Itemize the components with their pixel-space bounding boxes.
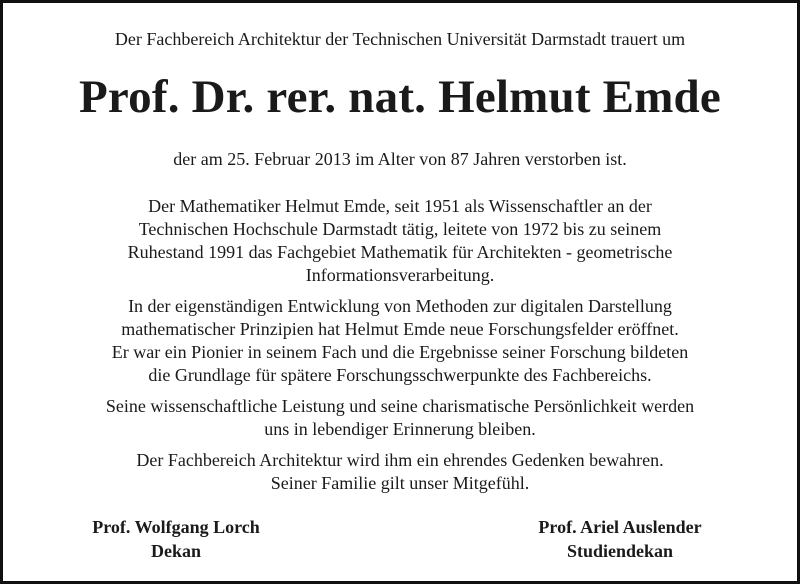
text-line: Ruhestand 1991 das Fachgebiet Mathematik für Architekten - geometrische bbox=[127, 242, 673, 262]
text-line: Der Mathematiker Helmut Emde, seit 1951 als Wissenschaftler an der bbox=[148, 196, 652, 216]
paragraph-career bbox=[23, 195, 777, 287]
text-line: die Grundlage für spätere Forschungsschwerpunkte des Fachbereichs. bbox=[148, 365, 652, 385]
text-line: Informationsverarbeitung. bbox=[305, 265, 495, 285]
text-line: In der eigenständigen Entwicklung von Methoden zur digitalen Darstellung bbox=[128, 296, 672, 316]
text-line: Er war ein Pionier in seinem Fach und die Ergebnisse seiner Forschung bildeten bbox=[111, 342, 689, 362]
text-line: Der Fachbereich Architektur wird ihm ein ehrendes Gedenken bewahren. bbox=[136, 450, 664, 470]
signature-dean bbox=[56, 515, 296, 563]
text-line: Seiner Familie gilt unser Mitgefühl. bbox=[270, 473, 530, 493]
paragraph-legacy bbox=[23, 395, 777, 441]
signatory-name: Prof. Ariel Auslender bbox=[538, 517, 702, 537]
text-line: mathematischer Prinzipien hat Helmut Emde neue Forschungsfelder eröffnet. bbox=[121, 319, 679, 339]
text-line: Technischen Hochschule Darmstadt tätig, leitete von 1972 bis zu seinem bbox=[138, 219, 662, 239]
death-date-line: der am 25. Februar 2013 im Alter von 87 Jahren verstorben ist. bbox=[173, 149, 627, 169]
deceased-name: Prof. Dr. rer. nat. Helmut Emde bbox=[79, 71, 721, 123]
paragraph-condolence bbox=[23, 449, 777, 495]
signature-study-dean bbox=[500, 515, 740, 563]
signatory-role: Dekan bbox=[150, 541, 201, 561]
paragraph-research bbox=[23, 295, 777, 387]
intro-line: Der Fachbereich Architektur der Technischen Universität Darmstadt trauert um bbox=[114, 29, 686, 49]
signatory-name: Prof. Wolfgang Lorch bbox=[92, 517, 260, 537]
text-line: Seine wissenschaftliche Leistung und seine charismatische Persönlichkeit werden bbox=[105, 396, 695, 416]
signatory-role: Studiendekan bbox=[566, 541, 674, 561]
notice-body bbox=[23, 195, 777, 503]
text-line: uns in lebendiger Erinnerung bleiben. bbox=[264, 419, 536, 439]
